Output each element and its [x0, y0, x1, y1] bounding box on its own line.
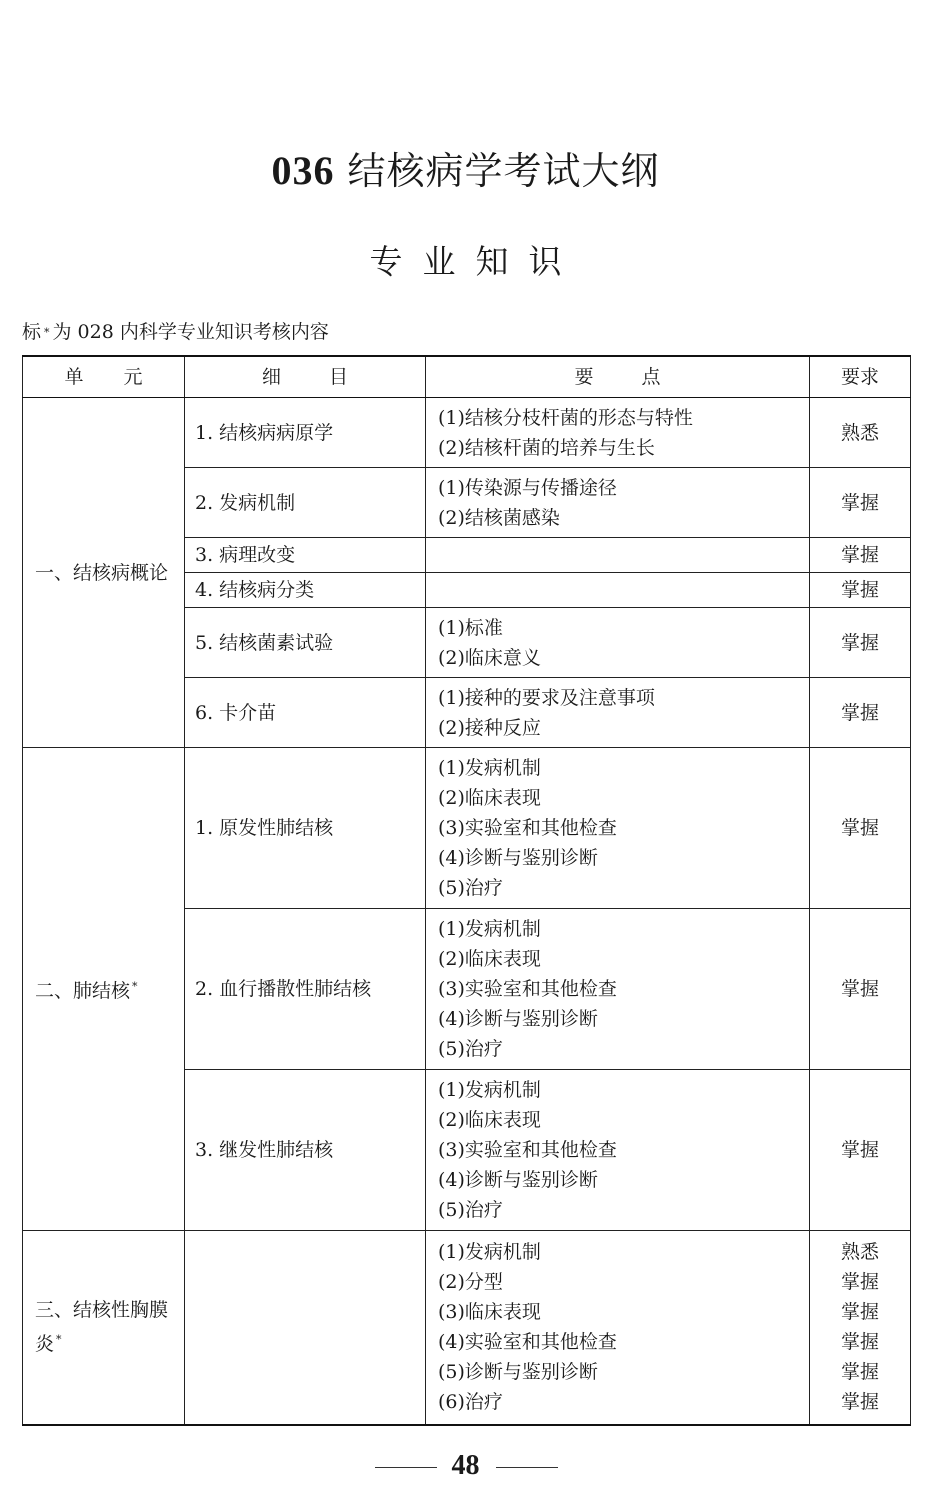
document-title — [0, 146, 931, 196]
point-line: (1)传染源与传播途径 — [438, 476, 617, 499]
requirement-line: 掌握 — [840, 1361, 879, 1384]
requirement-line: 熟悉 — [840, 1241, 879, 1264]
points-cell — [426, 748, 810, 909]
note-star: * — [44, 326, 50, 339]
header-item: 细目 — [185, 356, 426, 398]
point-line: (5)治疗 — [438, 1199, 503, 1221]
requirement-cell: 掌握 — [810, 748, 911, 909]
requirement-cell: 掌握 — [810, 468, 911, 538]
item-cell — [185, 1231, 426, 1425]
point-line: (6)治疗 — [438, 1391, 503, 1414]
table-row — [23, 1231, 911, 1425]
point-line: (5)治疗 — [438, 1038, 503, 1060]
point-line: (4)诊断与鉴别诊断 — [438, 1169, 598, 1191]
point-line: (3)实验室和其他检查 — [438, 817, 617, 839]
unit-name-line-2 — [35, 1325, 184, 1359]
title-text: 结核病学考试大纲 — [347, 149, 660, 193]
point-line: (2)临床表现 — [438, 1109, 541, 1131]
points-cell — [426, 398, 810, 468]
point-line: (2)分型 — [438, 1271, 503, 1294]
point-line: (2)结核菌感染 — [438, 506, 560, 529]
requirement-cell: 掌握 — [810, 909, 911, 1070]
header-requirement: 要求 — [810, 356, 911, 398]
title-code: 036 — [271, 148, 335, 193]
point-line: (1)发病机制 — [438, 1079, 541, 1101]
unit-name-tail: 炎 — [35, 1333, 55, 1356]
requirement-cell: 掌握 — [810, 1070, 911, 1231]
point-line: (1)发病机制 — [438, 1241, 541, 1264]
requirement-cell: 掌握 — [810, 608, 911, 678]
points-cell — [426, 573, 810, 608]
item-cell: 1. 结核病病原学 — [185, 398, 426, 468]
point-line: (4)诊断与鉴别诊断 — [438, 847, 598, 869]
point-line: (2)临床表现 — [438, 948, 541, 970]
point-line: (1)接种的要求及注意事项 — [438, 686, 655, 709]
point-line: (3)临床表现 — [438, 1301, 541, 1324]
point-line: (3)实验室和其他检查 — [438, 978, 617, 1000]
requirement-line: 掌握 — [840, 1301, 879, 1324]
page-number-rule-right — [496, 1467, 558, 1468]
requirement-cell: 掌握 — [810, 678, 911, 748]
item-cell: 3. 继发性肺结核 — [185, 1070, 426, 1231]
requirement-cell — [810, 1231, 911, 1425]
item-cell: 2. 发病机制 — [185, 468, 426, 538]
point-line: (2)接种反应 — [438, 716, 541, 739]
unit-cell — [23, 748, 185, 1231]
note-text: 为 028 内科学专业知识考核内容 — [52, 321, 329, 343]
item-cell: 2. 血行播散性肺结核 — [185, 909, 426, 1070]
requirement-line: 掌握 — [840, 1331, 879, 1354]
requirement-cell: 熟悉 — [810, 398, 911, 468]
point-line: (1)标准 — [438, 616, 503, 639]
point-line: (2)临床意义 — [438, 646, 541, 669]
points-cell — [426, 909, 810, 1070]
item-cell: 3. 病理改变 — [185, 538, 426, 573]
points-cell — [426, 468, 810, 538]
points-cell — [426, 1231, 810, 1425]
points-cell — [426, 608, 810, 678]
unit-star: * — [56, 1333, 62, 1347]
item-cell: 6. 卡介苗 — [185, 678, 426, 748]
requirement-cell: 掌握 — [810, 538, 911, 573]
points-cell — [426, 1070, 810, 1231]
unit-cell: 一、结核病概论 — [23, 398, 185, 748]
point-line: (3)实验室和其他检查 — [438, 1139, 617, 1161]
header-unit: 单元 — [23, 356, 185, 398]
point-line: (2)结核杆菌的培养与生长 — [438, 436, 655, 459]
point-line: (4)诊断与鉴别诊断 — [438, 1008, 598, 1030]
requirement-line: 掌握 — [840, 1391, 879, 1414]
point-line: (1)发病机制 — [438, 757, 541, 779]
page-number: 48 — [451, 1450, 480, 1481]
requirement-cell: 掌握 — [810, 573, 911, 608]
unit-name: 二、肺结核 — [35, 980, 131, 1002]
table-row — [23, 748, 911, 909]
item-cell: 1. 原发性肺结核 — [185, 748, 426, 909]
point-line: (4)实验室和其他检查 — [438, 1331, 617, 1354]
points-cell — [426, 538, 810, 573]
unit-star: * — [132, 980, 138, 993]
point-line: (5)诊断与鉴别诊断 — [438, 1361, 598, 1384]
table-row — [23, 398, 911, 468]
point-line: (1)结核分枝杆菌的形态与特性 — [438, 406, 693, 429]
table-header-row — [23, 356, 911, 398]
section-subtitle: 专业知识 — [369, 242, 582, 281]
table-note — [22, 318, 329, 347]
requirement-line: 掌握 — [840, 1271, 879, 1294]
header-point: 要点 — [426, 356, 810, 398]
item-cell: 4. 结核病分类 — [185, 573, 426, 608]
points-cell — [426, 678, 810, 748]
point-line: (5)治疗 — [438, 877, 503, 899]
unit-cell — [23, 1231, 185, 1425]
point-line: (1)发病机制 — [438, 918, 541, 940]
note-prefix: 标 — [22, 321, 42, 343]
unit-name-line: 三、结核性胸膜 — [35, 1299, 169, 1322]
syllabus-table — [22, 355, 911, 1426]
item-cell: 5. 结核菌素试验 — [185, 608, 426, 678]
point-line: (2)临床表现 — [438, 787, 541, 809]
